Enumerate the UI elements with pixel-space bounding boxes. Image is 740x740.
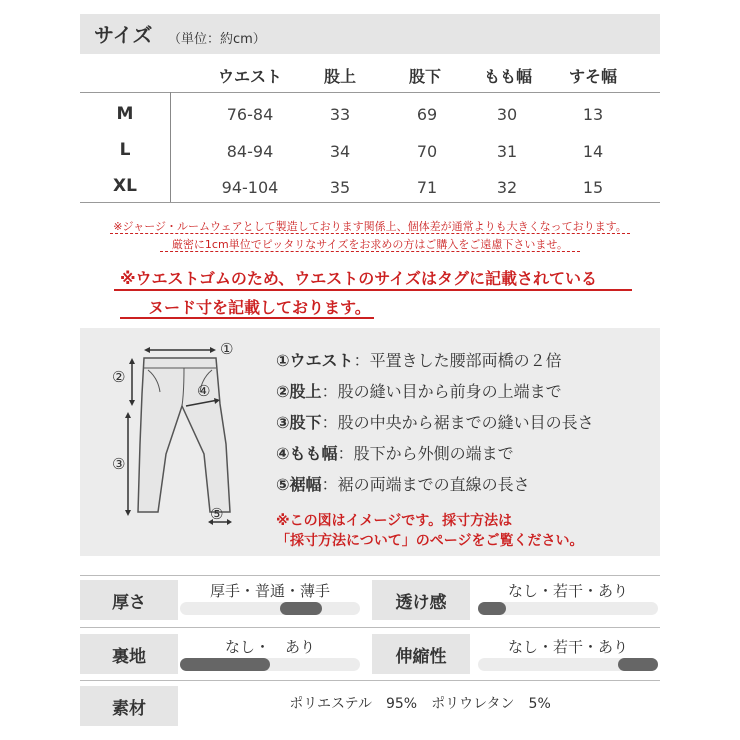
spec-divider <box>80 627 660 628</box>
spec-label-material: 素材 <box>80 686 178 726</box>
spec-level-indicator <box>180 658 270 671</box>
spec-options-sheerness: なし・若干・あり <box>507 582 628 600</box>
spec-bar-sheerness <box>478 602 658 615</box>
marker-3: ③ <box>112 455 126 473</box>
note-purchase-caution: 厳密に1cm単位でピッタリなサイズをお求めの方はご購入をご遠慮下さいませ。 <box>171 238 569 251</box>
spec-bar-thickness <box>180 602 360 615</box>
spec-level-indicator <box>478 602 506 615</box>
table-cell: 70 <box>416 142 438 161</box>
definition-desc: ：股下から外側の端まで <box>337 444 514 463</box>
spec-divider <box>80 680 660 681</box>
definition-inseam <box>276 410 594 433</box>
spec-options-thickness: 厚手・普通・薄手 <box>209 582 330 600</box>
definition-thigh <box>276 441 514 464</box>
definition-waist <box>276 348 562 371</box>
spec-label-lining: 裏地 <box>80 634 178 674</box>
definition-desc: ：裾の両端までの直線の長さ <box>321 475 530 494</box>
material-composition: ポリエステル 95% ポリウレタン 5% <box>289 696 551 712</box>
definition-desc: ：股の中央から裾までの縫い目の長さ <box>321 413 594 432</box>
measuring-method-note: 「採寸方法について」のページをご覧ください。 <box>276 533 584 549</box>
note-underline <box>120 317 374 319</box>
definition-num: ② <box>276 382 290 401</box>
table-cell: 13 <box>582 105 604 124</box>
definition-num: ③ <box>276 413 290 432</box>
spec-divider <box>80 575 660 576</box>
definition-num: ⑤ <box>276 475 290 494</box>
size-header-bar <box>80 14 660 54</box>
column-header-rise: 股上 <box>323 67 356 86</box>
table-cell: 71 <box>416 178 438 197</box>
table-cell: 32 <box>496 178 518 197</box>
spec-level-indicator <box>618 658 658 671</box>
marker-4: ④ <box>197 382 211 400</box>
table-cell: 94-104 <box>221 178 279 197</box>
size-unit: （単位：約cm） <box>168 32 266 47</box>
definition-hem <box>276 472 530 495</box>
definition-num: ① <box>276 351 290 370</box>
note-dashed-underline <box>160 251 580 252</box>
table-cell: 69 <box>416 105 438 124</box>
spec-bar-lining <box>180 658 360 671</box>
illustration-note: ※この図はイメージです。採寸方法は <box>276 513 513 529</box>
table-cell: 14 <box>582 142 604 161</box>
table-row-label-divider <box>170 92 171 202</box>
row-label-xl: XL <box>113 176 137 196</box>
spec-label-sheerness: 透け感 <box>372 580 470 620</box>
table-cell: 30 <box>496 105 518 124</box>
spec-options-stretch: なし・若干・あり <box>507 638 628 656</box>
definition-term: ウエスト <box>289 351 354 370</box>
size-title: サイズ <box>94 23 153 47</box>
column-header-hem: すそ幅 <box>568 67 617 86</box>
spec-options-lining: なし・ あり <box>224 638 315 656</box>
definition-desc: ：股の縫い目から前身の上端まで <box>321 382 562 401</box>
table-cell: 15 <box>582 178 604 197</box>
note-waist-tag: ※ウエストゴムのため、ウエストのサイズはタグに記載されている <box>120 269 597 288</box>
spec-bar-stretch <box>478 658 658 671</box>
marker-1: ① <box>220 340 234 358</box>
spec-level-indicator <box>280 602 322 615</box>
table-cell: 35 <box>329 178 351 197</box>
definition-desc: ：平置きした腰部両橋の２倍 <box>353 351 562 370</box>
column-header-inseam: 股下 <box>408 67 441 86</box>
note-nude-size: ヌード寸を記載しております。 <box>148 298 371 317</box>
table-cell: 76-84 <box>226 105 274 124</box>
marker-2: ② <box>112 368 126 386</box>
definition-num: ④ <box>276 444 290 463</box>
note-individual-difference: ※ジャージ・ルームウェアとして製造しております関係上、個体差が通常よりも大きくなっております。 <box>113 220 627 233</box>
spec-label-thickness: 厚さ <box>80 580 178 620</box>
table-divider <box>80 202 660 203</box>
definition-term: 裾幅 <box>289 475 322 494</box>
pants-diagram-icon <box>100 334 260 534</box>
table-divider <box>80 92 660 93</box>
column-header-thigh: もも幅 <box>483 67 532 86</box>
note-dashed-underline <box>110 233 630 234</box>
definition-term: 股下 <box>289 413 322 432</box>
row-label-m: M <box>116 104 134 124</box>
column-header-waist: ウエスト <box>217 67 282 86</box>
table-cell: 33 <box>329 105 351 124</box>
definition-term: もも幅 <box>289 444 338 463</box>
table-cell: 84-94 <box>226 142 274 161</box>
table-cell: 34 <box>329 142 351 161</box>
spec-label-stretch: 伸縮性 <box>372 634 470 674</box>
definition-term: 股上 <box>289 382 322 401</box>
row-label-l: L <box>119 140 131 160</box>
note-underline <box>114 289 632 291</box>
marker-5: ⑤ <box>210 505 224 523</box>
table-cell: 31 <box>496 142 518 161</box>
definition-rise <box>276 379 562 402</box>
